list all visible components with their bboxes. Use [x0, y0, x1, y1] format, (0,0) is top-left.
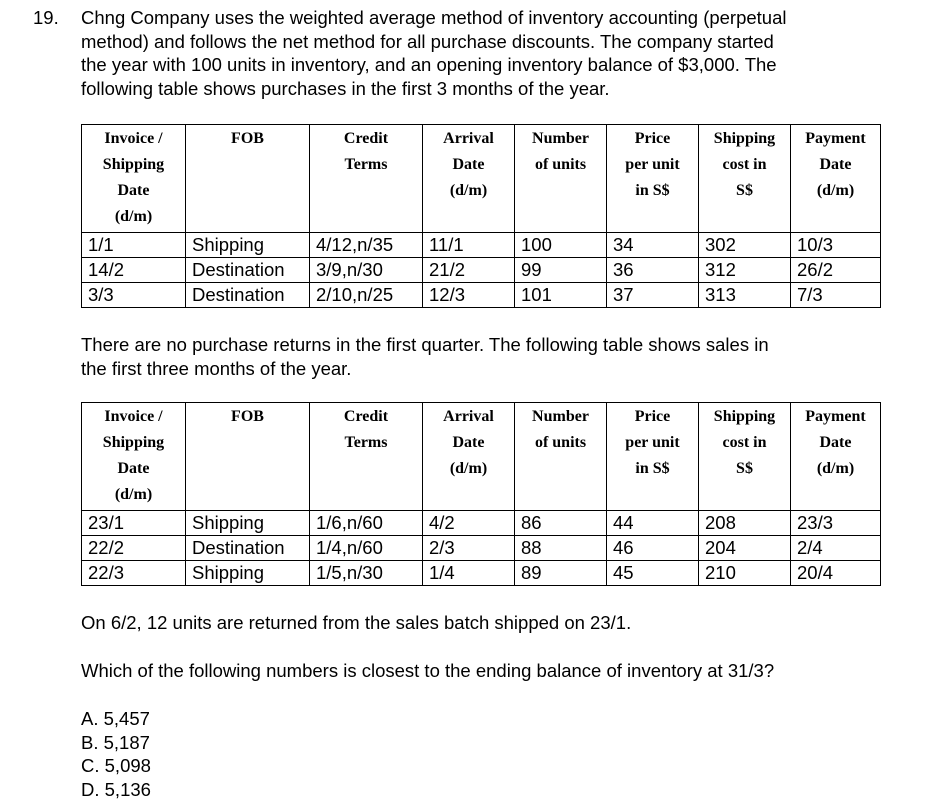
table-cell: 10/3: [791, 233, 881, 258]
table-cell: 23/3: [791, 511, 881, 536]
table-cell: 7/3: [791, 283, 881, 308]
header-invoice-date: Invoice / Shipping Date (d/m): [82, 403, 186, 511]
header-invoice-date: Invoice / Shipping Date (d/m): [82, 125, 186, 233]
table-cell: 26/2: [791, 258, 881, 283]
table-row: [82, 283, 881, 308]
table-cell: Destination: [186, 536, 310, 561]
header-price-per-unit: Price per unit in S$: [607, 125, 699, 233]
question-intro: [81, 6, 886, 100]
table-row: [82, 233, 881, 258]
table-cell: 34: [607, 233, 699, 258]
table-cell: 3/9,n/30: [310, 258, 423, 283]
table-cell: 2/4: [791, 536, 881, 561]
table-row: [82, 561, 881, 586]
option-a[interactable]: A. 5,457: [81, 708, 150, 729]
header-shipping-cost: Shipping cost in S$: [699, 403, 791, 511]
table-cell: 4/12,n/35: [310, 233, 423, 258]
table-cell: 208: [699, 511, 791, 536]
table-cell: 312: [699, 258, 791, 283]
answer-options: [81, 707, 151, 801]
option-b[interactable]: B. 5,187: [81, 731, 150, 753]
table-row: [82, 258, 881, 283]
table-cell: 3/3: [82, 283, 186, 308]
table-cell: 22/3: [82, 561, 186, 586]
header-payment-date: Payment Date (d/m): [791, 125, 881, 233]
table-cell: 37: [607, 283, 699, 308]
header-credit-terms: Credit Terms: [310, 125, 423, 233]
table-cell: 2/3: [423, 536, 515, 561]
table-cell: 89: [515, 561, 607, 586]
table-cell: 44: [607, 511, 699, 536]
table-row: [82, 536, 881, 561]
sales-table: [81, 402, 881, 586]
table-header-row: [82, 125, 881, 233]
return-note: On 6/2, 12 units are returned from the sales batch shipped on 23/1.: [81, 612, 632, 633]
table-cell: Shipping: [186, 511, 310, 536]
table-cell: 11/1: [423, 233, 515, 258]
header-shipping-cost: Shipping cost in S$: [699, 125, 791, 233]
intro-line: following table shows purchases in the first 3 months of the year.: [81, 77, 610, 99]
table-cell: 101: [515, 283, 607, 308]
table-cell: 1/5,n/30: [310, 561, 423, 586]
question-prompt: Which of the following numbers is closest to the ending balance of inventory at 31/3?: [81, 660, 775, 681]
table-cell: 2/10,n/25: [310, 283, 423, 308]
table-cell: 1/4,n/60: [310, 536, 423, 561]
header-arrival-date: Arrival Date (d/m): [423, 403, 515, 511]
header-number-of-units: Number of units: [515, 125, 607, 233]
table-cell: 22/2: [82, 536, 186, 561]
option-d[interactable]: D. 5,136: [81, 778, 151, 800]
table-cell: 21/2: [423, 258, 515, 283]
intro-line: Chng Company uses the weighted average method of inventory accounting (perpetual: [81, 7, 787, 28]
table-cell: 204: [699, 536, 791, 561]
header-fob: FOB: [186, 125, 310, 233]
table-cell: 45: [607, 561, 699, 586]
table-cell: 14/2: [82, 258, 186, 283]
table-cell: 23/1: [82, 511, 186, 536]
table-cell: 210: [699, 561, 791, 586]
table-cell: Shipping: [186, 233, 310, 258]
middle-line: the first three months of the year.: [81, 357, 352, 379]
question-middle-text: [81, 333, 886, 380]
table-cell: 88: [515, 536, 607, 561]
table-cell: 86: [515, 511, 607, 536]
header-payment-date: Payment Date (d/m): [791, 403, 881, 511]
intro-line: method) and follows the net method for all purchase discounts. The company started: [81, 30, 774, 52]
header-fob: FOB: [186, 403, 310, 511]
header-price-per-unit: Price per unit in S$: [607, 403, 699, 511]
middle-line: There are no purchase returns in the first quarter. The following table shows sales in: [81, 334, 769, 355]
table-cell: Shipping: [186, 561, 310, 586]
table-cell: 100: [515, 233, 607, 258]
header-number-of-units: Number of units: [515, 403, 607, 511]
purchases-table: [81, 124, 881, 308]
question-number: 19.: [33, 7, 59, 28]
header-arrival-date: Arrival Date (d/m): [423, 125, 515, 233]
table-header-row: [82, 403, 881, 511]
table-cell: 99: [515, 258, 607, 283]
table-cell: 302: [699, 233, 791, 258]
table-cell: 1/1: [82, 233, 186, 258]
table-cell: 46: [607, 536, 699, 561]
table-cell: 12/3: [423, 283, 515, 308]
table-cell: 20/4: [791, 561, 881, 586]
table-cell: Destination: [186, 283, 310, 308]
table-cell: Destination: [186, 258, 310, 283]
intro-line: the year with 100 units in inventory, and an opening inventory balance of $3,000. The: [81, 54, 777, 75]
table-cell: 36: [607, 258, 699, 283]
table-cell: 1/6,n/60: [310, 511, 423, 536]
header-credit-terms: Credit Terms: [310, 403, 423, 511]
table-row: [82, 511, 881, 536]
table-cell: 1/4: [423, 561, 515, 586]
table-cell: 4/2: [423, 511, 515, 536]
table-cell: 313: [699, 283, 791, 308]
option-c[interactable]: C. 5,098: [81, 755, 151, 777]
